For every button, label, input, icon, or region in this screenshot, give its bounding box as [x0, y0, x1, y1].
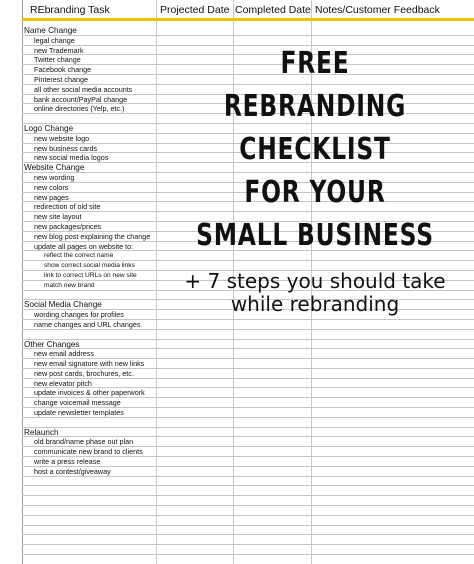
task-row: [22, 134, 474, 144]
task-row: [22, 369, 474, 379]
task-row: [22, 281, 474, 291]
blank-row: [22, 545, 474, 555]
task-row: [22, 212, 474, 222]
task-label: old brand/name phase out plan: [34, 437, 134, 447]
task-row: [22, 437, 474, 447]
task-row: [22, 359, 474, 369]
subtitle-line: while rebranding: [230, 292, 400, 316]
task-row: [22, 467, 474, 477]
blank-row: [22, 486, 474, 496]
task-label: write a press release: [34, 457, 101, 467]
task-row: [22, 144, 474, 154]
task-label: Pinterest change: [34, 74, 88, 84]
blank-row: [22, 291, 474, 301]
section-row: [22, 300, 474, 310]
task-label: all other social media accounts: [34, 84, 133, 94]
task-label: match new brand: [44, 281, 95, 289]
task-label: Facebook change: [34, 65, 92, 75]
task-row: [22, 320, 474, 330]
blank-row: [22, 330, 474, 340]
task-row: [22, 46, 474, 56]
task-row: [22, 242, 474, 252]
task-label: host a contest/giveaway: [34, 466, 111, 476]
task-label: show correct social media links: [44, 262, 135, 270]
task-row: [22, 193, 474, 203]
task-label: update invoices & other paperwork: [34, 388, 145, 398]
task-row: [22, 408, 474, 418]
blank-row: [22, 477, 474, 487]
task-label: communicate new brand to clients: [34, 447, 143, 457]
blank-row: [22, 526, 474, 536]
section-label: Other Changes: [24, 339, 80, 349]
task-label: redirection of old site: [34, 202, 101, 212]
task-row: [22, 183, 474, 193]
section-row: [22, 124, 474, 134]
blank-row: [22, 535, 474, 545]
task-label: update all pages on website to:: [34, 241, 134, 251]
blank-row: [22, 418, 474, 428]
task-label: new business cards: [34, 143, 98, 153]
task-label: legal change: [34, 35, 75, 45]
header-notes: Notes/Customer Feedback: [315, 4, 440, 16]
task-label: new post cards, brochures, etc.: [34, 368, 134, 378]
task-label: new blog post explaining the change: [34, 231, 151, 241]
task-row: [22, 232, 474, 242]
blank-row: [22, 516, 474, 526]
task-label: link to correct URLs on new site: [44, 271, 137, 279]
blank-row: [22, 114, 474, 124]
task-label: new wording: [34, 172, 75, 182]
task-label: Twitter change: [34, 55, 81, 65]
task-label: new Trademark: [34, 45, 84, 55]
section-row: [22, 428, 474, 438]
task-label: new site layout: [34, 212, 82, 222]
title-line: FOR YOUR: [244, 175, 386, 210]
task-label: reflect the correct name: [44, 252, 114, 260]
section-row: [22, 163, 474, 173]
task-rows: [22, 26, 474, 555]
task-label: new elevator pitch: [34, 378, 92, 388]
title-line: FREE: [280, 46, 350, 81]
section-row: [22, 340, 474, 350]
header-completed-date: Completed Date: [235, 4, 311, 16]
task-row: [22, 173, 474, 183]
section-label: Name Change: [24, 26, 77, 35]
task-label: bank account/PayPal change: [34, 94, 128, 104]
blank-row: [22, 506, 474, 516]
section-label: Website Change: [24, 163, 85, 173]
task-label: new colors: [34, 182, 69, 192]
blank-row: [22, 496, 474, 506]
task-label: update newsletter templates: [34, 408, 124, 418]
section-label: Social Media Change: [24, 300, 102, 310]
task-label: new website logo: [34, 133, 90, 143]
task-row: [22, 310, 474, 320]
task-row: [22, 379, 474, 389]
task-row: [22, 85, 474, 95]
task-label: change voicemail message: [34, 398, 121, 408]
task-row: [22, 261, 474, 271]
title-line: CHECKLIST: [239, 132, 391, 167]
section-label: Relaunch: [24, 427, 59, 437]
task-label: new packages/prices: [34, 221, 102, 231]
task-row: [22, 457, 474, 467]
task-label: online directories (Yelp, etc.): [34, 104, 125, 114]
task-row: [22, 202, 474, 212]
subtitle-line: + 7 steps you should take: [184, 269, 446, 293]
task-row: [22, 271, 474, 281]
header-row: [22, 0, 474, 21]
task-label: wording changes for profiles: [34, 310, 124, 320]
task-row: [22, 104, 474, 114]
section-label: Logo Change: [24, 123, 74, 133]
header-projected-date: Projected Date: [160, 4, 230, 16]
section-row: [22, 26, 474, 36]
task-row: [22, 447, 474, 457]
task-label: new pages: [34, 192, 69, 202]
task-row: [22, 55, 474, 65]
title-line: REBRANDING: [223, 89, 407, 124]
task-label: new email signature with new links: [34, 359, 145, 369]
task-row: [22, 95, 474, 105]
task-row: [22, 349, 474, 359]
task-row: [22, 251, 474, 261]
task-row: [22, 75, 474, 85]
title-line: SMALL BUSINESS: [196, 218, 434, 253]
task-label: new social media logos: [34, 153, 109, 163]
task-row: [22, 388, 474, 398]
task-label: name changes and URL changes: [34, 319, 141, 329]
task-row: [22, 65, 474, 75]
task-row: [22, 36, 474, 46]
task-row: [22, 153, 474, 163]
header-task: REbranding Task: [30, 4, 110, 16]
task-row: [22, 398, 474, 408]
task-label: new email address: [34, 349, 94, 359]
task-row: [22, 222, 474, 232]
